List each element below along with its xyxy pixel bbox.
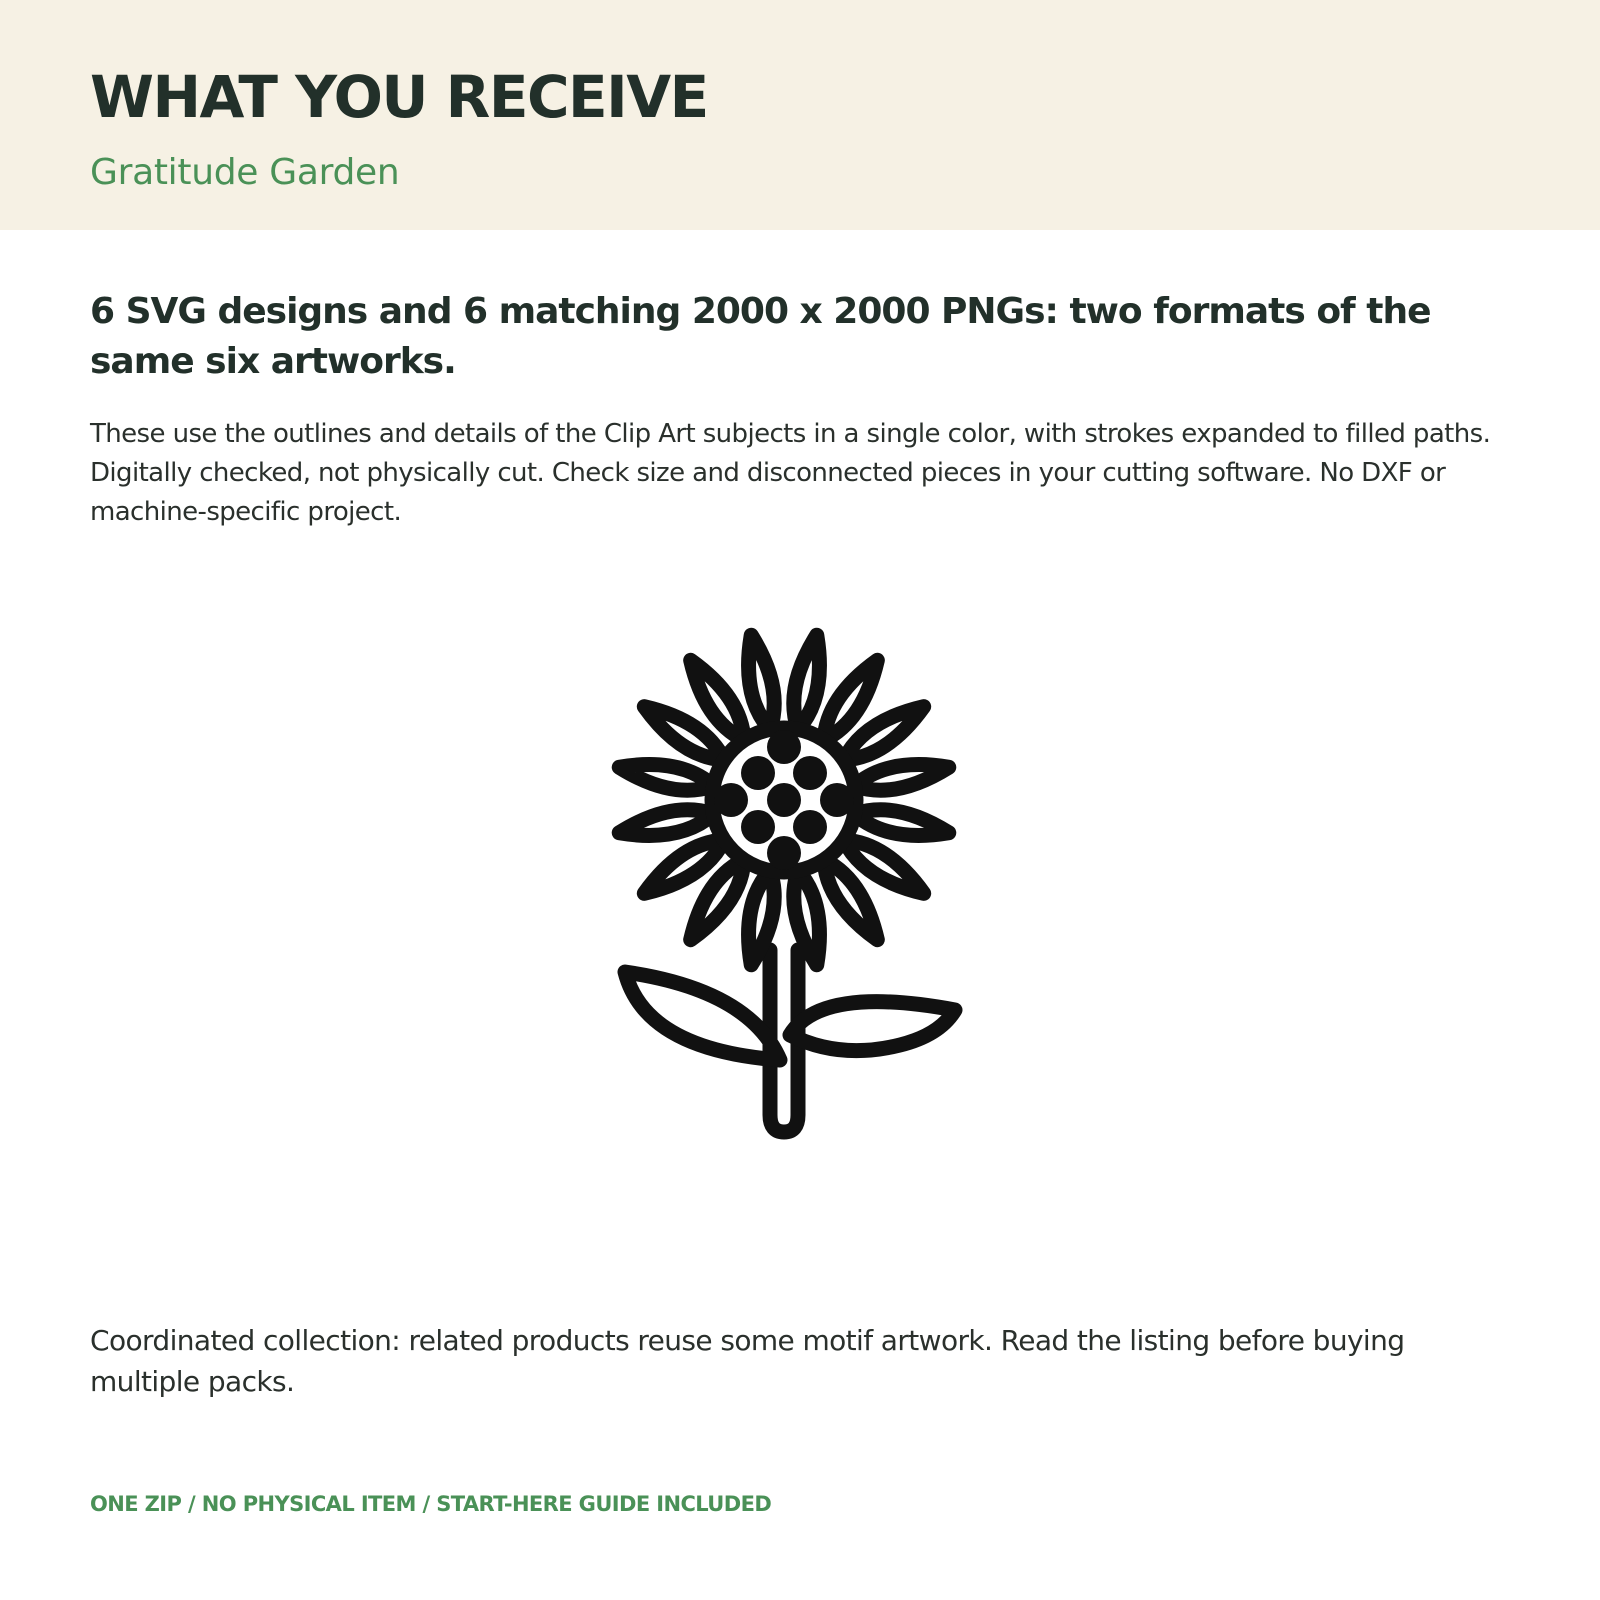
- page-title: WHAT YOU RECEIVE: [90, 63, 708, 131]
- product-description: These use the outlines and details of the Clip Art subjects in a single color, with strokes expanded to filled paths. Digitally checked, not physically cut. Check size and disconnected pieces in your cutting software. No DXF or machine-specific project.: [90, 419, 1491, 527]
- header-banner: [0, 0, 1600, 230]
- collection-note: Coordinated collection: related products reuse some motif artwork. Read the listing before buying multiple packs.: [90, 1324, 1405, 1398]
- product-headline: 6 SVG designs and 6 matching 2000 x 2000 PNGs: two formats of the same six artworks.: [90, 291, 1431, 382]
- sunflower-icon: [600, 620, 1000, 1160]
- footer-tagline: ONE ZIP / NO PHYSICAL ITEM / START-HERE GUIDE INCLUDED: [90, 1492, 772, 1516]
- collection-name: Gratitude Garden: [90, 152, 400, 193]
